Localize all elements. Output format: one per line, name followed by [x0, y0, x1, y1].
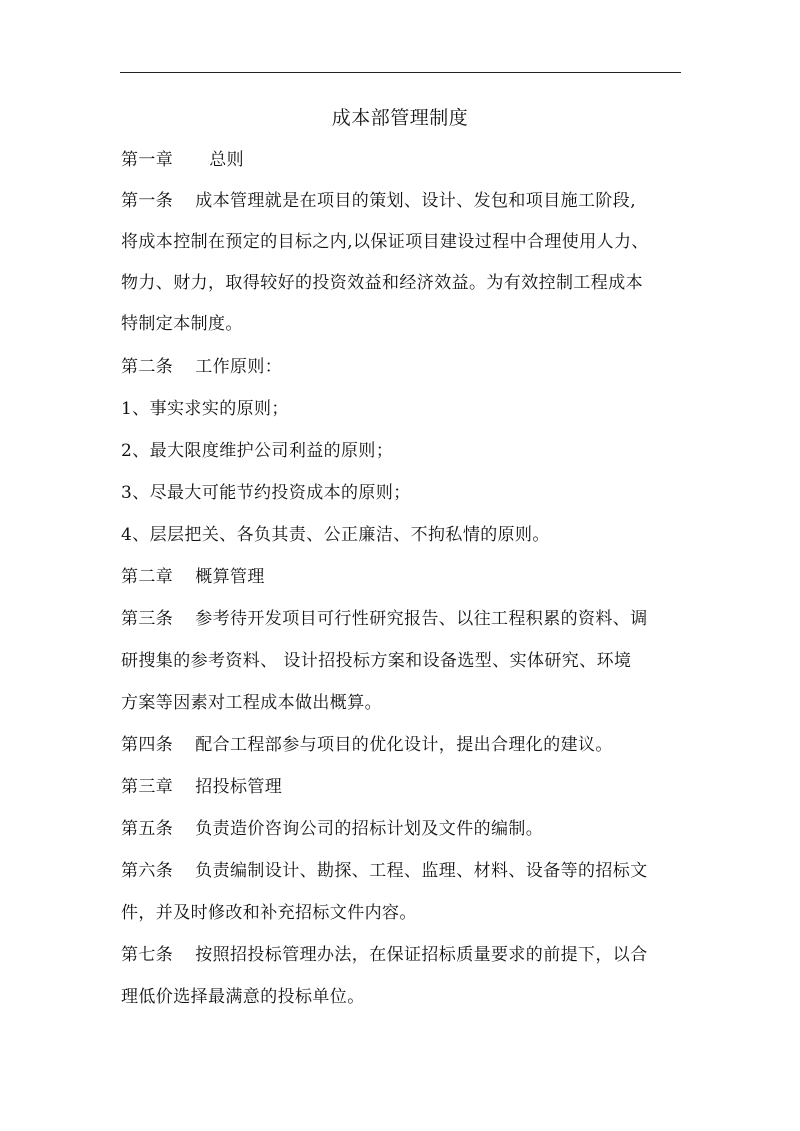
article-label: 第一条 [121, 191, 174, 211]
list-item-text: 2、最大限度维护公司利益的原则； [121, 441, 394, 461]
article-line [121, 899, 417, 927]
chapter-heading [121, 773, 282, 801]
article-text: 负责造价咨询公司的招标计划及文件的编制。 [195, 819, 544, 839]
article-text: 将成本控制在预定的目标之内,以保证项目建设过程中合理使用人力、 [121, 232, 649, 252]
article-line [121, 353, 282, 381]
list-item [121, 395, 289, 423]
chapter-heading [121, 563, 265, 591]
chapter-label: 第一章 [121, 150, 174, 170]
article-line [121, 310, 243, 338]
article-text: 方案等因素对工程成本做出概算。 [121, 693, 382, 713]
article-text: 负责编制设计、勘探、工程、监理、材料、设备等的招标文 [195, 861, 648, 881]
article-line [121, 187, 636, 215]
article-label: 第二条 [121, 357, 174, 377]
article-label: 第三条 [121, 609, 174, 629]
chapter-heading [121, 146, 244, 174]
chapter-label: 第三章 [121, 777, 174, 797]
article-line [121, 731, 613, 759]
article-label: 第七条 [121, 945, 174, 965]
article-line [121, 815, 543, 843]
article-text: 理低价选择最满意的投标单位。 [121, 987, 365, 1007]
list-item-text: 4、层层把关、各负其责、公正廉洁、不拘私情的原则。 [121, 525, 550, 545]
article-text: 参考待开发项目可行性研究报告、以往工程积累的资料、调 [195, 609, 648, 629]
article-line [121, 228, 649, 256]
article-text: 工作原则： [195, 357, 283, 377]
article-line [121, 941, 648, 969]
article-line [121, 647, 631, 675]
article-line [121, 605, 648, 633]
article-text: 物力、财力，取得较好的投资效益和经济效益。为有效控制工程成本 [121, 273, 643, 293]
article-label: 第五条 [121, 819, 174, 839]
article-line [121, 269, 643, 297]
article-label: 第六条 [121, 861, 174, 881]
list-item-text: 3、尽最大可能节约投资成本的原则； [121, 483, 411, 503]
article-label: 第四条 [121, 735, 174, 755]
list-item [121, 479, 411, 507]
chapter-title: 招投标管理 [195, 777, 283, 797]
article-text: 研搜集的参考资料、 设计招投标方案和设备选型、实体研究、环境 [121, 651, 632, 671]
chapter-title: 概算管理 [195, 567, 265, 587]
chapter-title: 总则 [209, 150, 245, 170]
header-rule [120, 72, 681, 73]
article-line [121, 983, 365, 1011]
list-item [121, 521, 550, 549]
list-item [121, 437, 393, 465]
article-text: 按照招投标管理办法，在保证招标质量要求的前提下，以合 [195, 945, 648, 965]
article-line [121, 689, 382, 717]
document-title: 成本部管理制度 [331, 107, 469, 129]
chapter-label: 第二章 [121, 567, 174, 587]
article-text: 件，并及时修改和补充招标文件内容。 [121, 903, 417, 923]
article-text: 成本管理就是在项目的策划、设计、发包和项目施工阶段, [195, 191, 637, 211]
list-item-text: 1、事实求实的原则； [121, 399, 289, 419]
article-line [121, 857, 648, 885]
article-text: 特制定本制度。 [121, 314, 243, 334]
article-text: 配合工程部参与项目的优化设计，提出合理化的建议。 [195, 735, 613, 755]
